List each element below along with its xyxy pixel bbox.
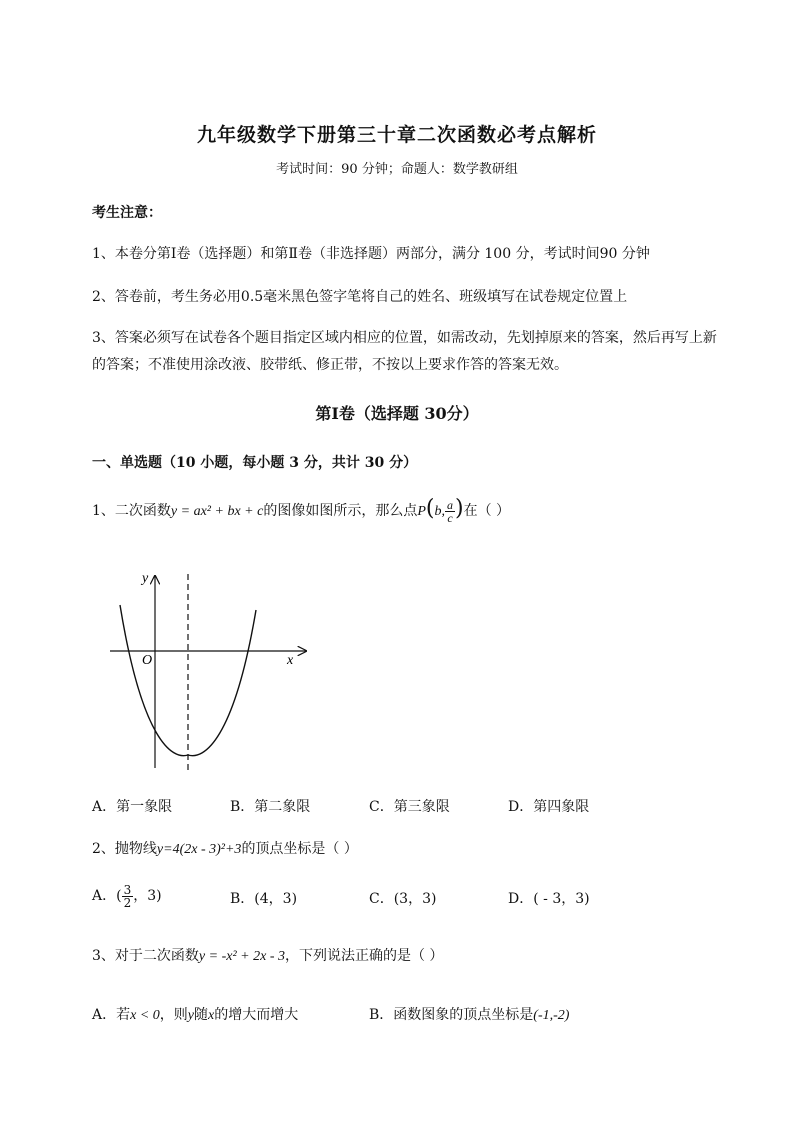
q3-option-b-coord: (-1,-2) (533, 1008, 570, 1023)
q2-frac-den: 2 (123, 895, 132, 910)
q3-option-a-mid: ，则 (159, 1007, 188, 1023)
q1-point-p: P (417, 504, 426, 519)
exam-info: 考试时间：90 分钟；命题人：数学教研组 (276, 162, 518, 177)
notice-item-3-cont: 的答案；不准使用涂改液、胶带纸、修正带，不按以上要求作答的答案无效。 (92, 357, 568, 373)
q1-option-b[interactable]: B．第二象限 (230, 799, 311, 815)
q1-frac-den: c (447, 510, 453, 525)
notice-item-3: 3、答案必须写在试卷各个题目指定区域内相应的位置，如需改动，先划掉原来的答案，然后再写上新 (92, 330, 717, 346)
q3-option-b[interactable] (369, 1004, 569, 1024)
q1-suffix: 在（ ） (463, 503, 511, 519)
x-axis-label: x (287, 653, 294, 668)
q3-prefix: 3、对于二次函数 (92, 948, 199, 964)
q2-option-a-pre: A．( (92, 888, 122, 904)
q3-formula: y = -x² + 2x - 3 (198, 949, 285, 964)
q1-point-b: b, (434, 504, 445, 519)
section-title: 第Ⅰ卷（选择题 30分） (315, 404, 479, 423)
q1-mid: 的图像如图所示，那么点 (263, 503, 418, 519)
y-axis-label: y (142, 571, 149, 586)
question-2 (92, 838, 358, 858)
q3-option-a-pre: A．若 (92, 1007, 131, 1023)
q2-frac-num: 3 (123, 882, 132, 897)
q2-prefix: 2、抛物线 (92, 841, 157, 857)
q1-paren-left: ( (425, 496, 435, 521)
q2-formula: y=4(2x - 3)²+3 (156, 842, 242, 857)
q3-option-a[interactable] (92, 1004, 298, 1024)
q1-paren-right: ) (454, 496, 464, 521)
notice-heading: 考生注意： (92, 205, 162, 221)
notice-item-1: 1、本卷分第Ⅰ卷（选择题）和第Ⅱ卷（非选择题）两部分，满分 100 分，考试时间90 分钟 (92, 246, 650, 262)
question-3 (92, 945, 443, 965)
q2-option-a-post: ，3) (133, 888, 162, 904)
notice-item-2: 2、答卷前，考生务必用0.5毫米黑色签字笔将自己的姓名、班级填写在试卷规定位置上 (92, 289, 628, 305)
q1-formula: y = ax² + bx + c (170, 504, 264, 519)
part-heading: 一、单选题（10 小题，每小题 3 分，共计 30 分） (92, 455, 418, 471)
q3-option-a-x: x (208, 1008, 215, 1023)
q3-suffix: ，下列说法正确的是（ ） (284, 948, 444, 964)
question-1 (92, 498, 510, 528)
origin-label: O (142, 653, 153, 668)
q2-option-b[interactable]: B．(4，3) (230, 891, 298, 907)
q3-option-a-y: y (187, 1008, 195, 1023)
q1-fraction (445, 499, 455, 524)
q1-frac-num: a (446, 497, 453, 512)
q1-option-a[interactable]: A．第一象限 (92, 799, 173, 815)
document-title: 九年级数学下册第三十章二次函数必考点解析 (196, 124, 597, 146)
q2-suffix: 的顶点坐标是（ ） (241, 841, 358, 857)
q2-option-a-fraction (122, 884, 134, 909)
q2-option-d[interactable]: D．( - 3，3) (508, 891, 590, 907)
q3-option-a-mid2: 随 (194, 1007, 209, 1023)
q1-parabola-graph (100, 560, 320, 780)
q3-option-a-cond: x < 0 (130, 1008, 160, 1023)
q2-option-a[interactable] (92, 878, 162, 914)
q3-option-b-pre: B．函数图象的顶点坐标是 (369, 1007, 534, 1023)
q3-option-a-post: 的增大而增大 (214, 1007, 299, 1023)
q1-option-d[interactable]: D．第四象限 (508, 799, 590, 815)
q1-prefix: 1、二次函数 (92, 503, 171, 519)
q1-option-c[interactable]: C．第三象限 (369, 799, 450, 815)
q2-option-c[interactable]: C．(3，3) (369, 891, 437, 907)
